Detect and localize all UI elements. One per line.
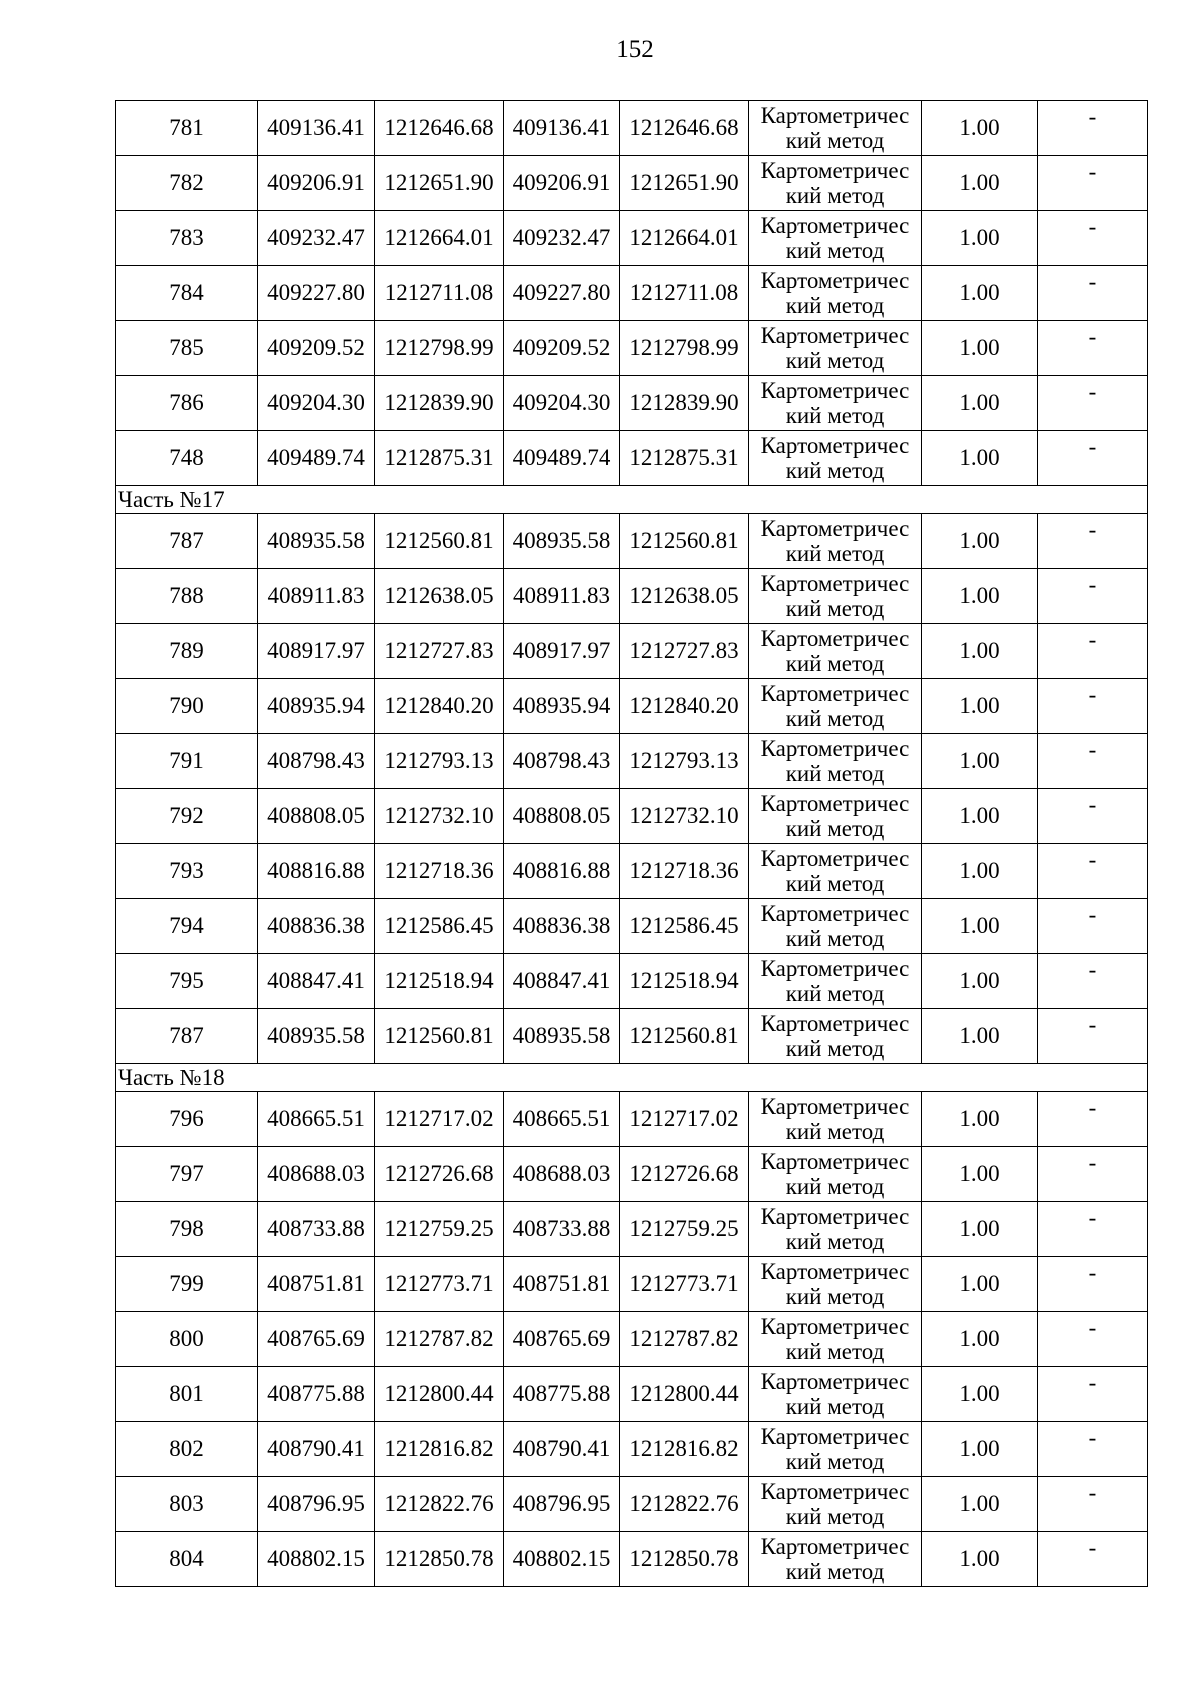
method-line-1: Картометричес	[760, 378, 910, 403]
method-line-1: Картометричес	[760, 1011, 910, 1036]
method-cell	[749, 954, 922, 1009]
point-number-cell: 788	[116, 569, 258, 624]
point-number-cell: 786	[116, 376, 258, 431]
x-new-cell: 408911.83	[504, 569, 620, 624]
y-new-cell: 1212518.94	[620, 954, 749, 1009]
table-row	[116, 1367, 1148, 1422]
method-line-1: Картометричес	[760, 1149, 910, 1174]
y-old-cell: 1212759.25	[375, 1202, 504, 1257]
point-number-cell: 792	[116, 789, 258, 844]
method-line-1: Картометричес	[760, 433, 910, 458]
table-row	[116, 844, 1148, 899]
x-new-cell: 408836.38	[504, 899, 620, 954]
method-line-2: кий метод	[785, 183, 885, 208]
method-line-1: Картометричес	[760, 956, 910, 981]
x-old-cell: 408775.88	[258, 1367, 375, 1422]
y-old-cell: 1212850.78	[375, 1532, 504, 1587]
x-old-cell: 408790.41	[258, 1422, 375, 1477]
x-new-cell: 409209.52	[504, 321, 620, 376]
y-new-cell: 1212718.36	[620, 844, 749, 899]
y-old-cell: 1212800.44	[375, 1367, 504, 1422]
x-new-cell: 408765.69	[504, 1312, 620, 1367]
accuracy-cell: 1.00	[922, 1312, 1038, 1367]
method-line-1: Картометричес	[760, 103, 910, 128]
description-cell: -	[1038, 101, 1148, 156]
point-number-cell: 801	[116, 1367, 258, 1422]
x-old-cell: 408935.94	[258, 679, 375, 734]
method-cell	[749, 376, 922, 431]
y-old-cell: 1212787.82	[375, 1312, 504, 1367]
y-new-cell: 1212787.82	[620, 1312, 749, 1367]
accuracy-cell: 1.00	[922, 431, 1038, 486]
y-old-cell: 1212586.45	[375, 899, 504, 954]
y-new-cell: 1212711.08	[620, 266, 749, 321]
x-new-cell: 408733.88	[504, 1202, 620, 1257]
table-row	[116, 431, 1148, 486]
description-cell: -	[1038, 899, 1148, 954]
y-old-cell: 1212718.36	[375, 844, 504, 899]
x-new-cell: 408688.03	[504, 1147, 620, 1202]
x-new-cell: 409136.41	[504, 101, 620, 156]
y-old-cell: 1212839.90	[375, 376, 504, 431]
point-number-cell: 802	[116, 1422, 258, 1477]
method-cell	[749, 1257, 922, 1312]
table-row	[116, 321, 1148, 376]
accuracy-cell: 1.00	[922, 1532, 1038, 1587]
point-number-cell: 789	[116, 624, 258, 679]
y-old-cell: 1212651.90	[375, 156, 504, 211]
y-old-cell: 1212726.68	[375, 1147, 504, 1202]
method-line-2: кий метод	[785, 651, 885, 676]
method-cell	[749, 899, 922, 954]
accuracy-cell: 1.00	[922, 844, 1038, 899]
accuracy-cell: 1.00	[922, 101, 1038, 156]
table-row	[116, 1477, 1148, 1532]
x-old-cell: 409232.47	[258, 211, 375, 266]
x-new-cell: 409227.80	[504, 266, 620, 321]
accuracy-cell: 1.00	[922, 569, 1038, 624]
accuracy-cell: 1.00	[922, 1009, 1038, 1064]
description-cell: -	[1038, 321, 1148, 376]
x-new-cell: 408935.94	[504, 679, 620, 734]
table-row	[116, 1147, 1148, 1202]
method-cell	[749, 431, 922, 486]
y-old-cell: 1212560.81	[375, 514, 504, 569]
y-old-cell: 1212822.76	[375, 1477, 504, 1532]
method-line-2: кий метод	[785, 1559, 885, 1584]
method-line-1: Картометричес	[760, 571, 910, 596]
table-row	[116, 376, 1148, 431]
point-number-cell: 799	[116, 1257, 258, 1312]
point-number-cell: 795	[116, 954, 258, 1009]
accuracy-cell: 1.00	[922, 266, 1038, 321]
point-number-cell: 791	[116, 734, 258, 789]
method-line-2: кий метод	[785, 128, 885, 153]
y-new-cell: 1212800.44	[620, 1367, 749, 1422]
accuracy-cell: 1.00	[922, 514, 1038, 569]
method-cell	[749, 679, 922, 734]
table-row	[116, 954, 1148, 1009]
method-line-1: Картометричес	[760, 681, 910, 706]
accuracy-cell: 1.00	[922, 1422, 1038, 1477]
description-cell: -	[1038, 1312, 1148, 1367]
method-line-1: Картометричес	[760, 1314, 910, 1339]
x-new-cell: 408665.51	[504, 1092, 620, 1147]
description-cell: -	[1038, 1092, 1148, 1147]
table-row	[116, 1312, 1148, 1367]
x-old-cell: 408911.83	[258, 569, 375, 624]
method-cell	[749, 1092, 922, 1147]
method-line-2: кий метод	[785, 926, 885, 951]
point-number-cell: 796	[116, 1092, 258, 1147]
x-old-cell: 408808.05	[258, 789, 375, 844]
description-cell: -	[1038, 954, 1148, 1009]
method-cell	[749, 1422, 922, 1477]
method-line-2: кий метод	[785, 981, 885, 1006]
x-new-cell: 408935.58	[504, 1009, 620, 1064]
y-new-cell: 1212732.10	[620, 789, 749, 844]
accuracy-cell: 1.00	[922, 1092, 1038, 1147]
y-new-cell: 1212664.01	[620, 211, 749, 266]
method-line-2: кий метод	[785, 1504, 885, 1529]
x-old-cell: 408688.03	[258, 1147, 375, 1202]
description-cell: -	[1038, 376, 1148, 431]
accuracy-cell: 1.00	[922, 624, 1038, 679]
x-old-cell: 409204.30	[258, 376, 375, 431]
point-number-cell: 798	[116, 1202, 258, 1257]
x-new-cell: 409489.74	[504, 431, 620, 486]
y-old-cell: 1212518.94	[375, 954, 504, 1009]
accuracy-cell: 1.00	[922, 1477, 1038, 1532]
point-number-cell: 781	[116, 101, 258, 156]
y-new-cell: 1212822.76	[620, 1477, 749, 1532]
x-old-cell: 408733.88	[258, 1202, 375, 1257]
point-number-cell: 784	[116, 266, 258, 321]
method-cell	[749, 101, 922, 156]
point-number-cell: 793	[116, 844, 258, 899]
point-number-cell: 785	[116, 321, 258, 376]
accuracy-cell: 1.00	[922, 1257, 1038, 1312]
method-line-1: Картометричес	[760, 626, 910, 651]
y-new-cell: 1212875.31	[620, 431, 749, 486]
x-old-cell: 408665.51	[258, 1092, 375, 1147]
point-number-cell: 790	[116, 679, 258, 734]
method-line-2: кий метод	[785, 238, 885, 263]
table-row	[116, 734, 1148, 789]
method-cell	[749, 569, 922, 624]
x-old-cell: 408798.43	[258, 734, 375, 789]
table-row	[116, 624, 1148, 679]
y-old-cell: 1212840.20	[375, 679, 504, 734]
y-old-cell: 1212732.10	[375, 789, 504, 844]
method-line-1: Картометричес	[760, 1479, 910, 1504]
y-old-cell: 1212646.68	[375, 101, 504, 156]
table-row	[116, 569, 1148, 624]
description-cell: -	[1038, 844, 1148, 899]
table-row	[116, 899, 1148, 954]
method-cell	[749, 266, 922, 321]
method-cell	[749, 211, 922, 266]
x-new-cell: 409206.91	[504, 156, 620, 211]
method-line-2: кий метод	[785, 458, 885, 483]
method-line-2: кий метод	[785, 816, 885, 841]
y-old-cell: 1212798.99	[375, 321, 504, 376]
table-row	[116, 1009, 1148, 1064]
description-cell: -	[1038, 1367, 1148, 1422]
accuracy-cell: 1.00	[922, 376, 1038, 431]
x-old-cell: 409136.41	[258, 101, 375, 156]
table-row	[116, 156, 1148, 211]
y-new-cell: 1212717.02	[620, 1092, 749, 1147]
y-new-cell: 1212793.13	[620, 734, 749, 789]
x-old-cell: 408765.69	[258, 1312, 375, 1367]
description-cell: -	[1038, 1147, 1148, 1202]
y-old-cell: 1212638.05	[375, 569, 504, 624]
y-old-cell: 1212560.81	[375, 1009, 504, 1064]
method-cell	[749, 514, 922, 569]
description-cell: -	[1038, 679, 1148, 734]
page-number: 152	[616, 36, 654, 63]
table-row	[116, 266, 1148, 321]
x-old-cell: 408836.38	[258, 899, 375, 954]
method-line-2: кий метод	[785, 1339, 885, 1364]
method-line-2: кий метод	[785, 706, 885, 731]
x-old-cell: 408751.81	[258, 1257, 375, 1312]
y-new-cell: 1212759.25	[620, 1202, 749, 1257]
x-new-cell: 408790.41	[504, 1422, 620, 1477]
x-new-cell: 408935.58	[504, 514, 620, 569]
x-old-cell: 408802.15	[258, 1532, 375, 1587]
coordinates-table	[115, 100, 1148, 1587]
method-line-2: кий метод	[785, 1284, 885, 1309]
method-line-2: кий метод	[785, 541, 885, 566]
accuracy-cell: 1.00	[922, 789, 1038, 844]
method-line-1: Картометричес	[760, 1369, 910, 1394]
table-row	[116, 514, 1148, 569]
x-old-cell: 408796.95	[258, 1477, 375, 1532]
y-new-cell: 1212839.90	[620, 376, 749, 431]
description-cell: -	[1038, 789, 1148, 844]
x-old-cell: 409206.91	[258, 156, 375, 211]
point-number-cell: 787	[116, 514, 258, 569]
description-cell: -	[1038, 1009, 1148, 1064]
y-old-cell: 1212717.02	[375, 1092, 504, 1147]
y-new-cell: 1212798.99	[620, 321, 749, 376]
accuracy-cell: 1.00	[922, 211, 1038, 266]
x-old-cell: 408917.97	[258, 624, 375, 679]
method-line-1: Картометричес	[760, 1094, 910, 1119]
method-line-1: Картометричес	[760, 1534, 910, 1559]
method-cell	[749, 734, 922, 789]
description-cell: -	[1038, 1257, 1148, 1312]
section-header-row	[116, 486, 1148, 514]
point-number-cell: 800	[116, 1312, 258, 1367]
method-line-1: Картометричес	[760, 1424, 910, 1449]
description-cell: -	[1038, 514, 1148, 569]
point-number-cell: 787	[116, 1009, 258, 1064]
y-old-cell: 1212793.13	[375, 734, 504, 789]
description-cell: -	[1038, 156, 1148, 211]
point-number-cell: 803	[116, 1477, 258, 1532]
description-cell: -	[1038, 1202, 1148, 1257]
method-line-2: кий метод	[785, 871, 885, 896]
accuracy-cell: 1.00	[922, 734, 1038, 789]
method-line-1: Картометричес	[760, 158, 910, 183]
x-old-cell: 409227.80	[258, 266, 375, 321]
y-new-cell: 1212560.81	[620, 514, 749, 569]
method-line-2: кий метод	[785, 761, 885, 786]
description-cell: -	[1038, 734, 1148, 789]
accuracy-cell: 1.00	[922, 1202, 1038, 1257]
x-old-cell: 408935.58	[258, 1009, 375, 1064]
method-line-1: Картометричес	[760, 901, 910, 926]
method-line-1: Картометричес	[760, 268, 910, 293]
point-number-cell: 748	[116, 431, 258, 486]
x-new-cell: 408798.43	[504, 734, 620, 789]
method-cell	[749, 624, 922, 679]
section-title: Часть №18	[116, 1064, 1148, 1092]
method-line-1: Картометричес	[760, 736, 910, 761]
method-cell	[749, 1009, 922, 1064]
table-body	[116, 101, 1148, 1587]
x-old-cell: 409489.74	[258, 431, 375, 486]
point-number-cell: 783	[116, 211, 258, 266]
table-row	[116, 101, 1148, 156]
method-line-2: кий метод	[785, 1449, 885, 1474]
description-cell: -	[1038, 1532, 1148, 1587]
y-new-cell: 1212560.81	[620, 1009, 749, 1064]
y-new-cell: 1212646.68	[620, 101, 749, 156]
description-cell: -	[1038, 569, 1148, 624]
description-cell: -	[1038, 624, 1148, 679]
x-old-cell: 408935.58	[258, 514, 375, 569]
method-cell	[749, 1312, 922, 1367]
method-line-2: кий метод	[785, 1229, 885, 1254]
x-new-cell: 408802.15	[504, 1532, 620, 1587]
method-cell	[749, 1202, 922, 1257]
y-new-cell: 1212727.83	[620, 624, 749, 679]
method-cell	[749, 789, 922, 844]
description-cell: -	[1038, 266, 1148, 321]
x-new-cell: 409204.30	[504, 376, 620, 431]
x-new-cell: 408816.88	[504, 844, 620, 899]
point-number-cell: 804	[116, 1532, 258, 1587]
section-header-row	[116, 1064, 1148, 1092]
table-row	[116, 211, 1148, 266]
section-title: Часть №17	[116, 486, 1148, 514]
method-line-2: кий метод	[785, 348, 885, 373]
method-line-2: кий метод	[785, 403, 885, 428]
point-number-cell: 794	[116, 899, 258, 954]
table-row	[116, 1422, 1148, 1477]
y-new-cell: 1212773.71	[620, 1257, 749, 1312]
x-old-cell: 408816.88	[258, 844, 375, 899]
y-old-cell: 1212875.31	[375, 431, 504, 486]
x-new-cell: 408751.81	[504, 1257, 620, 1312]
method-line-2: кий метод	[785, 1119, 885, 1144]
description-cell: -	[1038, 211, 1148, 266]
accuracy-cell: 1.00	[922, 954, 1038, 1009]
method-line-1: Картометричес	[760, 846, 910, 871]
x-new-cell: 408775.88	[504, 1367, 620, 1422]
point-number-cell: 782	[116, 156, 258, 211]
method-line-2: кий метод	[785, 1036, 885, 1061]
table-row	[116, 1202, 1148, 1257]
method-line-1: Картометричес	[760, 791, 910, 816]
y-new-cell: 1212726.68	[620, 1147, 749, 1202]
method-cell	[749, 1477, 922, 1532]
y-new-cell: 1212586.45	[620, 899, 749, 954]
accuracy-cell: 1.00	[922, 156, 1038, 211]
table-row	[116, 1257, 1148, 1312]
y-old-cell: 1212711.08	[375, 266, 504, 321]
y-old-cell: 1212727.83	[375, 624, 504, 679]
accuracy-cell: 1.00	[922, 899, 1038, 954]
y-new-cell: 1212840.20	[620, 679, 749, 734]
y-new-cell: 1212850.78	[620, 1532, 749, 1587]
table-row	[116, 1532, 1148, 1587]
y-new-cell: 1212638.05	[620, 569, 749, 624]
accuracy-cell: 1.00	[922, 679, 1038, 734]
y-new-cell: 1212816.82	[620, 1422, 749, 1477]
description-cell: -	[1038, 1422, 1148, 1477]
y-old-cell: 1212816.82	[375, 1422, 504, 1477]
x-old-cell: 408847.41	[258, 954, 375, 1009]
method-line-2: кий метод	[785, 596, 885, 621]
table-row	[116, 789, 1148, 844]
method-line-1: Картометричес	[760, 1259, 910, 1284]
method-line-1: Картометричес	[760, 516, 910, 541]
description-cell: -	[1038, 431, 1148, 486]
method-line-1: Картометричес	[760, 1204, 910, 1229]
method-cell	[749, 1532, 922, 1587]
method-line-1: Картометричес	[760, 323, 910, 348]
accuracy-cell: 1.00	[922, 1367, 1038, 1422]
method-cell	[749, 1367, 922, 1422]
accuracy-cell: 1.00	[922, 1147, 1038, 1202]
point-number-cell: 797	[116, 1147, 258, 1202]
x-new-cell: 408808.05	[504, 789, 620, 844]
method-cell	[749, 1147, 922, 1202]
method-line-2: кий метод	[785, 1394, 885, 1419]
accuracy-cell: 1.00	[922, 321, 1038, 376]
x-new-cell: 409232.47	[504, 211, 620, 266]
table-row	[116, 679, 1148, 734]
method-line-2: кий метод	[785, 293, 885, 318]
x-old-cell: 409209.52	[258, 321, 375, 376]
x-new-cell: 408796.95	[504, 1477, 620, 1532]
method-cell	[749, 844, 922, 899]
method-line-2: кий метод	[785, 1174, 885, 1199]
x-new-cell: 408917.97	[504, 624, 620, 679]
method-line-1: Картометричес	[760, 213, 910, 238]
table-row	[116, 1092, 1148, 1147]
y-old-cell: 1212664.01	[375, 211, 504, 266]
y-new-cell: 1212651.90	[620, 156, 749, 211]
x-new-cell: 408847.41	[504, 954, 620, 1009]
method-cell	[749, 321, 922, 376]
method-cell	[749, 156, 922, 211]
description-cell: -	[1038, 1477, 1148, 1532]
y-old-cell: 1212773.71	[375, 1257, 504, 1312]
